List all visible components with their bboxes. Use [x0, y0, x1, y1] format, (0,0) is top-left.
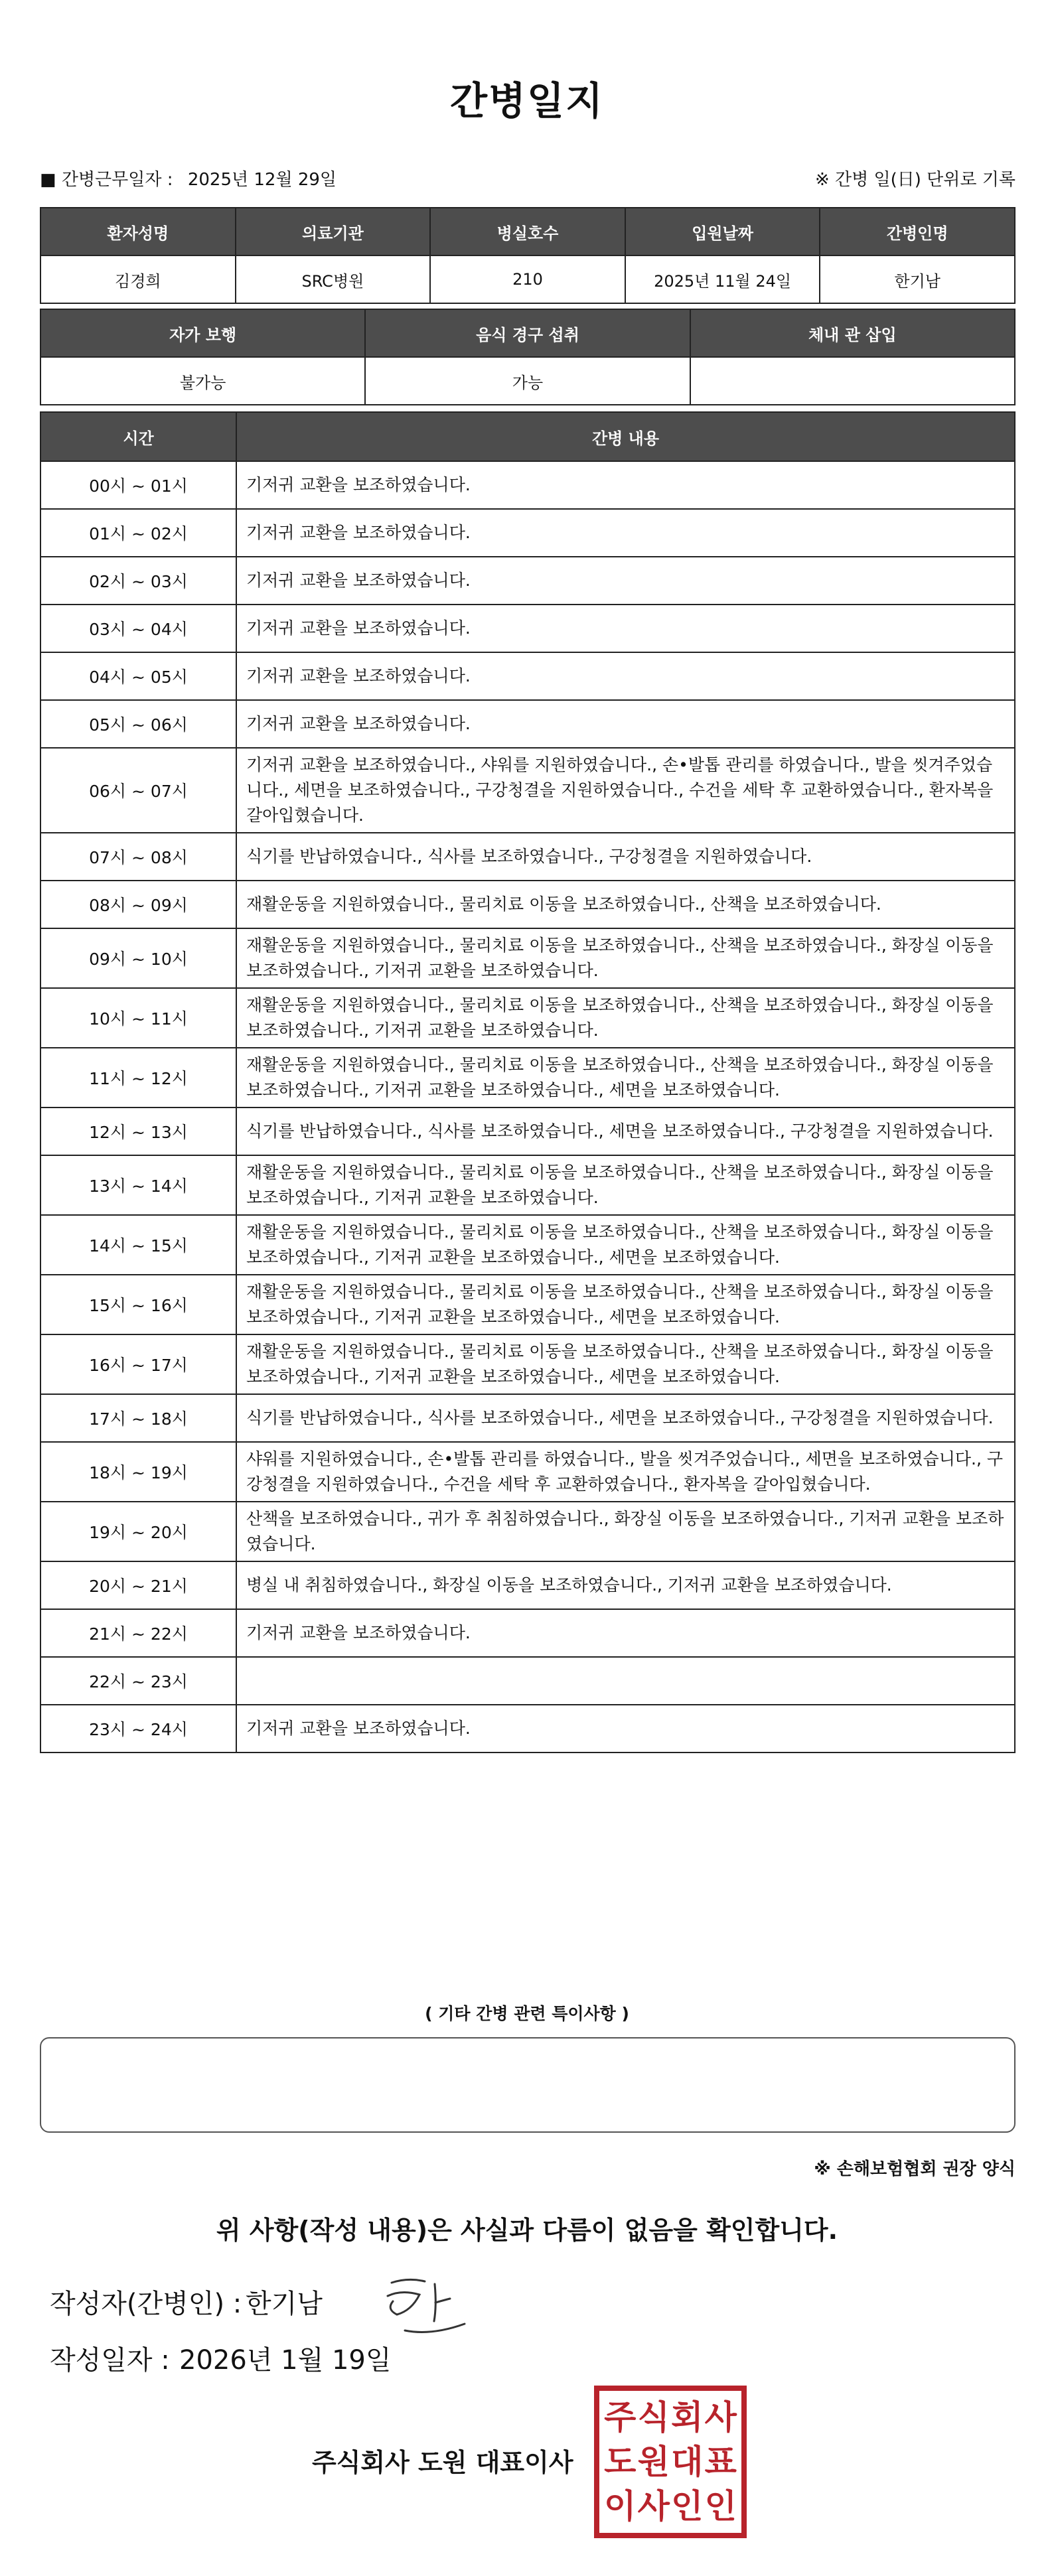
log-content: 기저귀 교환을 보조하였습니다.	[236, 605, 1015, 652]
log-content: 재활운동을 지원하였습니다., 물리치료 이동을 보조하였습니다., 산책을 보조하였습니다., 화장실 이동을 보조하였습니다., 기저귀 교환을 보조하였습니다., 세면을 보조하였습니다.	[236, 1215, 1015, 1275]
seal-char: 회	[671, 2397, 704, 2437]
log-content: 재활운동을 지원하였습니다., 물리치료 이동을 보조하였습니다., 산책을 보조하였습니다., 화장실 이동을 보조하였습니다., 기저귀 교환을 보조하였습니다., 세면을 보조하였습니다.	[236, 1334, 1015, 1394]
confirmation-statement: 위 사항(작성 내용)은 사실과 다름이 없음을 확인합니다.	[216, 2216, 838, 2245]
log-time: 20시 ~ 21시	[40, 1561, 236, 1609]
log-time: 05시 ~ 06시	[40, 700, 236, 748]
table-row	[40, 988, 1015, 1048]
log-content: 샤워를 지원하였습니다., 손•발톱 관리를 하였습니다., 발을 씻겨주었습니다., 세면을 보조하였습니다., 구강청결을 지원하였습니다., 수건을 세탁 후 교환하였습니다., 환자복을 갈아입혔습니다.	[236, 1442, 1015, 1502]
log-time: 09시 ~ 10시	[40, 928, 236, 988]
log-content: 기저귀 교환을 보조하였습니다.	[236, 1609, 1015, 1657]
log-content: 기저귀 교환을 보조하였습니다.	[236, 509, 1015, 557]
table-row	[40, 1275, 1015, 1334]
log-time: 15시 ~ 16시	[40, 1275, 236, 1334]
seal-char: 표	[704, 2442, 737, 2481]
table-row	[40, 652, 1015, 700]
log-time: 17시 ~ 18시	[40, 1394, 236, 1442]
admission-date: 2025년 11월 24일	[625, 255, 820, 303]
status-value-row	[40, 357, 1015, 405]
seal-char: 사	[704, 2397, 737, 2437]
log-time: 00시 ~ 01시	[40, 461, 236, 509]
log-time: 03시 ~ 04시	[40, 605, 236, 652]
log-content: 기저귀 교환을 보조하였습니다.	[236, 557, 1015, 605]
table-row	[40, 1048, 1015, 1108]
work-date	[40, 166, 337, 190]
log-time: 23시 ~ 24시	[40, 1705, 236, 1753]
table-row	[40, 1657, 1015, 1705]
document-title: 간병일지	[449, 78, 605, 123]
header-caregiver-name: 간병인명	[820, 208, 1015, 255]
table-row	[40, 461, 1015, 509]
log-content: 기저귀 교환을 보조하였습니다.	[236, 461, 1015, 509]
header-care-content: 간병 내용	[236, 412, 1015, 461]
header-tube-insertion: 체내 관 삽입	[690, 309, 1015, 357]
patient-status-table	[40, 309, 1016, 405]
table-row	[40, 700, 1015, 748]
log-time: 01시 ~ 02시	[40, 509, 236, 557]
table-row	[40, 509, 1015, 557]
log-content: 기저귀 교환을 보조하였습니다.	[236, 1705, 1015, 1753]
log-time: 19시 ~ 20시	[40, 1502, 236, 1561]
log-content: 기저귀 교환을 보조하였습니다.	[236, 652, 1015, 700]
seal-char: 이	[604, 2487, 637, 2526]
seal-char: 주	[604, 2397, 637, 2437]
header-oral-intake: 음식 경구 섭취	[365, 309, 690, 357]
log-content: 재활운동을 지원하였습니다., 물리치료 이동을 보조하였습니다., 산책을 보조하였습니다., 화장실 이동을 보조하였습니다., 기저귀 교환을 보조하였습니다., 세면을 보조하였습니다.	[236, 1048, 1015, 1108]
table-row	[40, 1705, 1015, 1753]
log-time: 08시 ~ 09시	[40, 881, 236, 928]
log-time: 12시 ~ 13시	[40, 1108, 236, 1155]
log-content: 재활운동을 지원하였습니다., 물리치료 이동을 보조하였습니다., 산책을 보조하였습니다., 화장실 이동을 보조하였습니다., 기저귀 교환을 보조하였습니다.	[236, 928, 1015, 988]
seal-char: 대	[671, 2442, 704, 2481]
log-content: 식기를 반납하였습니다., 식사를 보조하였습니다., 구강청결을 지원하였습니다.	[236, 833, 1015, 881]
table-row	[40, 1108, 1015, 1155]
company-seal-stamp	[594, 2386, 747, 2538]
table-row	[40, 1215, 1015, 1275]
unit-note: ※ 간병 일(日) 단위로 기록	[814, 170, 1016, 190]
log-time: 06시 ~ 07시	[40, 748, 236, 833]
log-content: 기저귀 교환을 보조하였습니다., 샤워를 지원하였습니다., 손•발톱 관리를 하였습니다., 발을 씻겨주었습니다., 세면을 보조하였습니다., 구강청결을 지원하였습니다., 수건을 세탁 후 교환하였습니다., 환자복을 갈아입혔습니다.	[236, 748, 1015, 833]
log-content: 재활운동을 지원하였습니다., 물리치료 이동을 보조하였습니다., 산책을 보조하였습니다.	[236, 881, 1015, 928]
patient-info-value-row	[40, 255, 1015, 303]
seal-char: 원	[637, 2442, 670, 2481]
written-date-label: 작성일자 :	[50, 2345, 170, 2376]
writer-label: 작성자(간병인) :	[50, 2289, 242, 2319]
table-row	[40, 1561, 1015, 1609]
self-walking-value: 불가능	[40, 357, 365, 405]
work-date-value: 2025년 12월 29일	[187, 170, 337, 190]
log-content: 산책을 보조하였습니다., 귀가 후 취침하였습니다., 화장실 이동을 보조하였습니다., 기저귀 교환을 보조하였습니다.	[236, 1502, 1015, 1561]
seal-char: 식	[637, 2397, 670, 2437]
status-header-row	[40, 309, 1015, 357]
seal-char: 도	[604, 2442, 637, 2481]
handwritten-signature	[378, 2269, 478, 2345]
log-time: 16시 ~ 17시	[40, 1334, 236, 1394]
log-content: 기저귀 교환을 보조하였습니다.	[236, 700, 1015, 748]
hospital-name: SRC병원	[236, 255, 431, 303]
table-row	[40, 1609, 1015, 1657]
header-time: 시간	[40, 412, 236, 461]
header-self-walking: 자가 보행	[40, 309, 365, 357]
log-time: 02시 ~ 03시	[40, 557, 236, 605]
header-room: 병실호수	[430, 208, 625, 255]
table-row	[40, 1502, 1015, 1561]
table-row	[40, 833, 1015, 881]
care-log-header-row	[40, 412, 1015, 461]
patient-info-table	[40, 207, 1016, 304]
table-row	[40, 928, 1015, 988]
log-content: 식기를 반납하였습니다., 식사를 보조하였습니다., 세면을 보조하였습니다., 구강청결을 지원하였습니다.	[236, 1394, 1015, 1442]
header-patient-name: 환자성명	[40, 208, 236, 255]
seal-characters	[603, 2395, 737, 2529]
log-content: 식기를 반납하였습니다., 식사를 보조하였습니다., 세면을 보조하였습니다., 구강청결을 지원하였습니다.	[236, 1108, 1015, 1155]
seal-char: 인	[671, 2487, 704, 2526]
table-row	[40, 1334, 1015, 1394]
writer-name: 한기남	[246, 2289, 323, 2319]
oral-intake-value: 가능	[365, 357, 690, 405]
table-row	[40, 881, 1015, 928]
patient-name: 김경희	[40, 255, 236, 303]
log-content: 병실 내 취침하였습니다., 화장실 이동을 보조하였습니다., 기저귀 교환을 보조하였습니다.	[236, 1561, 1015, 1609]
log-time: 04시 ~ 05시	[40, 652, 236, 700]
tube-insertion-value	[690, 357, 1015, 405]
table-row	[40, 748, 1015, 833]
log-time: 13시 ~ 14시	[40, 1155, 236, 1215]
log-content	[236, 1657, 1015, 1705]
table-row	[40, 1394, 1015, 1442]
log-content: 재활운동을 지원하였습니다., 물리치료 이동을 보조하였습니다., 산책을 보조하였습니다., 화장실 이동을 보조하였습니다., 기저귀 교환을 보조하였습니다., 세면을 보조하였습니다.	[236, 1275, 1015, 1334]
remarks-box	[40, 2037, 1016, 2133]
log-time: 10시 ~ 11시	[40, 988, 236, 1048]
log-time: 11시 ~ 12시	[40, 1048, 236, 1108]
table-row	[40, 605, 1015, 652]
table-row	[40, 1442, 1015, 1502]
table-row	[40, 1155, 1015, 1215]
room-number: 210	[430, 255, 625, 303]
log-time: 14시 ~ 15시	[40, 1215, 236, 1275]
company-representative: 주식회사 도원 대표이사	[312, 2448, 573, 2477]
header-hospital: 의료기관	[236, 208, 431, 255]
form-note: ※ 손해보험협회 권장 양식	[814, 2159, 1016, 2179]
seal-char: 인	[704, 2487, 737, 2526]
meta-row	[40, 166, 1016, 192]
log-time: 22시 ~ 23시	[40, 1657, 236, 1705]
care-log-body	[40, 461, 1015, 1753]
caregiver-name: 한기남	[820, 255, 1015, 303]
table-row	[40, 557, 1015, 605]
log-time: 21시 ~ 22시	[40, 1609, 236, 1657]
log-time: 07시 ~ 08시	[40, 833, 236, 881]
header-admission-date: 입원날짜	[625, 208, 820, 255]
remarks-title: ( 기타 간병 관련 특이사항 )	[425, 2004, 629, 2023]
seal-char: 사	[637, 2487, 670, 2526]
log-content: 재활운동을 지원하였습니다., 물리치료 이동을 보조하였습니다., 산책을 보조하였습니다., 화장실 이동을 보조하였습니다., 기저귀 교환을 보조하였습니다.	[236, 1155, 1015, 1215]
written-date-value: 2026년 1월 19일	[179, 2345, 392, 2376]
care-log-table	[40, 411, 1016, 1753]
work-date-label: ■ 간병근무일자 :	[40, 170, 173, 190]
patient-info-header-row	[40, 208, 1015, 255]
log-time: 18시 ~ 19시	[40, 1442, 236, 1502]
log-content: 재활운동을 지원하였습니다., 물리치료 이동을 보조하였습니다., 산책을 보조하였습니다., 화장실 이동을 보조하였습니다., 기저귀 교환을 보조하였습니다.	[236, 988, 1015, 1048]
